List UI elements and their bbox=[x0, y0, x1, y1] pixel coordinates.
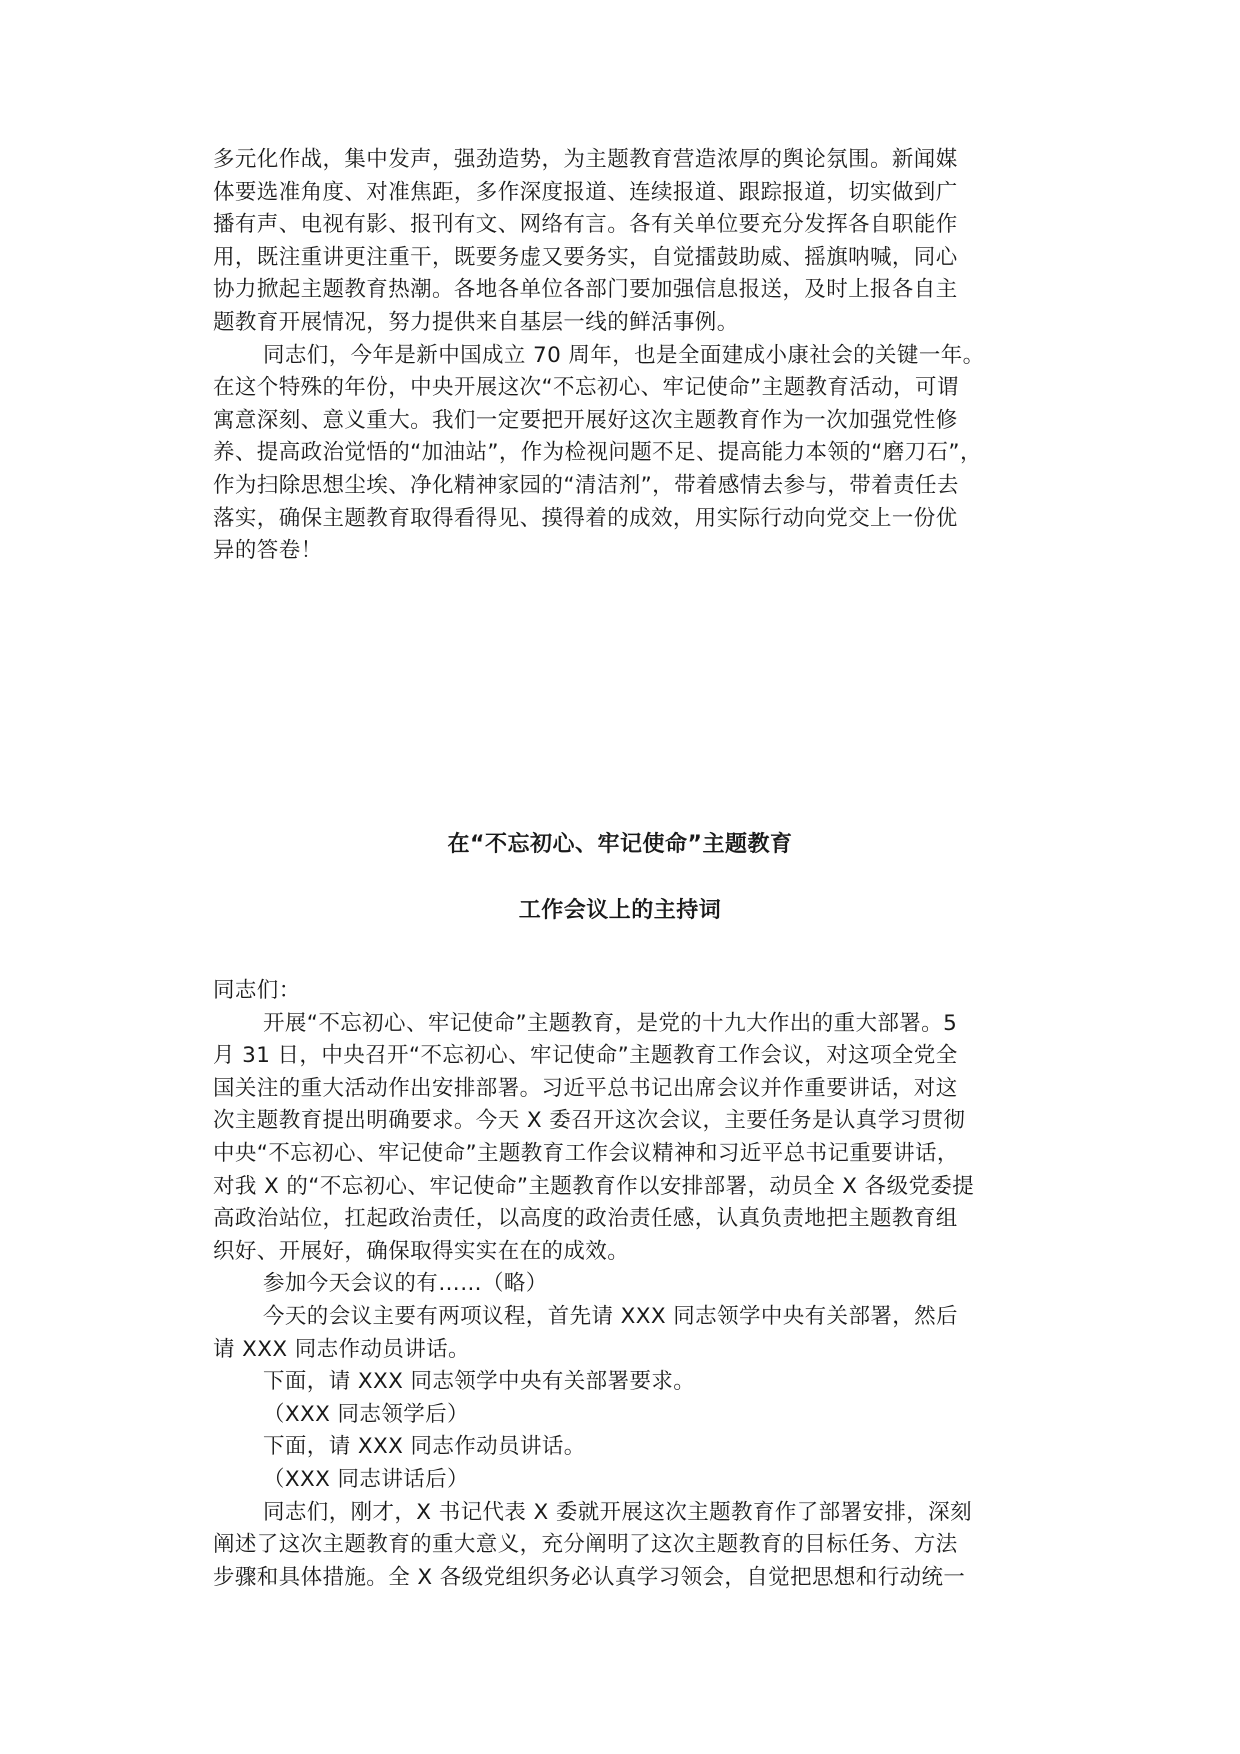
text-line: 步骤和具体措施。全 X 各级党组织务必认真学习领会，自觉把思想和行动统一 bbox=[213, 1564, 966, 1590]
text-line: 下面，请 XXX 同志领学中央有关部署要求。 bbox=[263, 1369, 696, 1395]
continuation-text bbox=[213, 144, 1039, 568]
text-line: 题教育开展情况，努力提供来自基层一线的鲜活事例。 bbox=[213, 309, 739, 335]
text-line: 参加今天会议的有……（略） bbox=[263, 1271, 548, 1297]
text-line: 请 XXX 同志作动员讲话。 bbox=[213, 1336, 470, 1362]
text-line: 开展“不忘初心、牢记使命”主题教育，是党的十九大作出的重大部署。5 bbox=[263, 1010, 958, 1036]
text-line: 在这个特殊的年份，中央开展这次“不忘初心、牢记使命”主题教育活动，可谓 bbox=[213, 375, 959, 401]
speech-text bbox=[213, 975, 1039, 1594]
text-line: 寓意深刻、意义重大。我们一定要把开展好这次主题教育作为一次加强党性修 bbox=[213, 407, 958, 433]
text-line: 异的答卷！ bbox=[213, 538, 323, 564]
text-line: （XXX 同志领学后） bbox=[263, 1401, 469, 1427]
text-line: 对我 X 的“不忘初心、牢记使命”主题教育作以安排部署，动员全 X 各级党委提 bbox=[213, 1173, 975, 1199]
salutation: 同志们： bbox=[213, 978, 301, 1003]
text-line: 次主题教育提出明确要求。今天 X 委召开这次会议，主要任务是认真学习贯彻 bbox=[213, 1108, 966, 1134]
text-line: 今天的会议主要有两项议程，首先请 XXX 同志领学中央有关部署，然后 bbox=[263, 1303, 958, 1329]
document-title-line-1: 在“不忘初心、牢记使命”主题教育 bbox=[447, 832, 793, 857]
text-line: （XXX 同志讲话后） bbox=[263, 1466, 469, 1492]
text-line: 织好、开展好，确保取得实实在在的成效。 bbox=[213, 1238, 630, 1264]
text-line: 用，既注重讲更注重干，既要务虚又要务实，自觉擂鼓助威、摇旗呐喊，同心 bbox=[213, 244, 958, 270]
document-title-line-2: 工作会议上的主持词 bbox=[518, 898, 722, 923]
text-line: 下面，请 XXX 同志作动员讲话。 bbox=[263, 1434, 586, 1460]
text-line: 同志们，今年是新中国成立 70 周年，也是全面建成小康社会的关键一年。 bbox=[263, 342, 985, 368]
text-line: 多元化作战，集中发声，强劲造势，为主题教育营造浓厚的舆论氛围。新闻媒 bbox=[213, 147, 958, 172]
text-line: 国关注的重大活动作出安排部署。习近平总书记出席会议并作重要讲话，对这 bbox=[213, 1075, 958, 1101]
text-line: 高政治站位，扛起政治责任，以高度的政治责任感，认真负责地把主题教育组 bbox=[213, 1206, 958, 1232]
text-line: 月 31 日，中央召开“不忘初心、牢记使命”主题教育工作会议，对这项全党全 bbox=[213, 1043, 958, 1069]
text-line: 作为扫除思想尘埃、净化精神家园的“清洁剂”，带着感情去参与，带着责任去 bbox=[213, 472, 959, 498]
text-line: 落实，确保主题教育取得看得见、摸得着的成效，用实际行动向党交上一份优 bbox=[213, 505, 958, 531]
text-line: 养、提高政治觉悟的“加油站”，作为检视问题不足、提高能力本领的“磨刀石”， bbox=[213, 440, 982, 466]
text-line: 播有声、电视有影、报刊有文、网络有言。各有关单位要充分发挥各自职能作 bbox=[213, 212, 958, 238]
text-line: 体要选准角度、对准焦距，多作深度报道、连续报道、跟踪报道，切实做到广 bbox=[213, 179, 958, 205]
text-line: 中央“不忘初心、牢记使命”主题教育工作会议精神和习近平总书记重要讲话， bbox=[213, 1140, 959, 1166]
text-line: 同志们，刚才，X 书记代表 X 委就开展这次主题教育作了部署安排，深刻 bbox=[263, 1499, 972, 1525]
text-line: 协力掀起主题教育热潮。各地各单位各部门要加强信息报送，及时上报各自主 bbox=[213, 277, 958, 303]
text-line: 阐述了这次主题教育的重大意义，充分阐明了这次主题教育的目标任务、方法 bbox=[213, 1532, 958, 1558]
